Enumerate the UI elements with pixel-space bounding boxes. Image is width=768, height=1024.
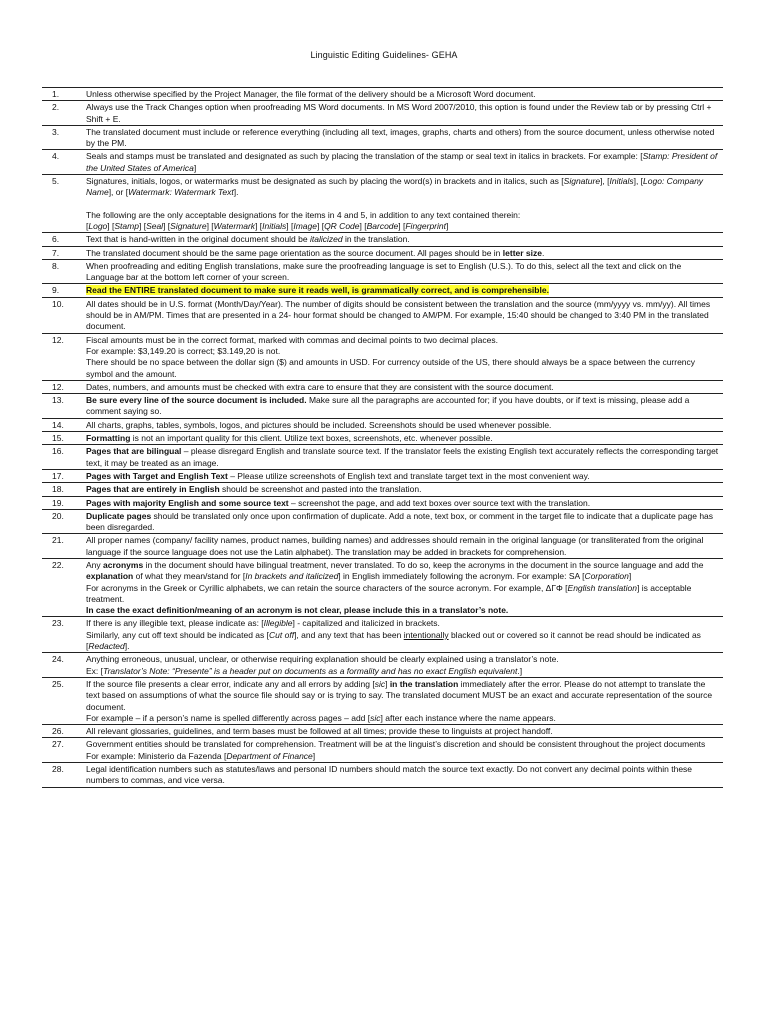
text-run: should be translated only once upon confirmation of duplicate. Add a note, text box, or comment in the target file to indicate that a duplicate page has been disregarded. (86, 510, 714, 533)
text-run: If there is any illegible text, please indicate as: [ (86, 618, 264, 629)
guideline-row (42, 88, 723, 101)
guideline-number: 1. (52, 89, 60, 99)
text-run: Pages with Target and English Text (86, 470, 228, 481)
text-run: Initials (609, 176, 634, 187)
guideline-row (42, 510, 723, 535)
guideline-text (86, 381, 723, 393)
guideline-number: 12. (52, 334, 64, 345)
guideline-number: 12. (52, 381, 64, 392)
text-run: All proper names (company/ facility names, product names, building names) and addresses should remain in the original language (or transliterated from the original language if the source language does not use the Latin alphabet). The translation may be added in brackets for comprehension. (86, 535, 704, 557)
text-run: Fingerprint (405, 220, 446, 231)
text-run: Government entities should be translated for comprehension. Treatment will be at the linguist’s discretion and should be consistent throughout the project documents (86, 739, 706, 750)
text-run: Legal identification numbers such as statutes/laws and personal ID numbers should match the source text exactly. Do not convert any decimal points within these numbers to commas, and vice versa. (86, 764, 693, 786)
guideline-text (86, 419, 723, 431)
guideline-row (42, 432, 723, 445)
guideline-row (42, 284, 723, 297)
guideline-text (86, 233, 723, 245)
guideline-number: 28. (52, 764, 64, 775)
guideline-row (42, 126, 723, 151)
text-run: The translated document should be the same page orientation as the source document. All pages should be in (86, 247, 503, 258)
guideline-row (42, 419, 723, 432)
text-run: – screenshot the page, and add text boxes over source text with the translation. (288, 497, 591, 508)
text-run: explanation (86, 571, 134, 582)
text-run: Watermark: Watermark Text (128, 187, 234, 198)
guideline-row (42, 260, 723, 285)
guideline-number: 10. (52, 298, 64, 309)
guideline-number: 23. (52, 618, 64, 629)
text-run: ] - capitalized and italicized in brackets. (292, 618, 440, 629)
text-run: acronyms (103, 559, 144, 570)
guideline-row (42, 175, 723, 233)
guideline-text (86, 445, 723, 469)
text-run: Fiscal amounts must be in the correct format, marked with commas and decimal points to two decimal places. (86, 334, 498, 345)
guideline-number: 7. (52, 247, 60, 258)
guideline-text (86, 534, 723, 558)
guideline-number: 2. (52, 102, 60, 113)
text-run: .] (517, 665, 523, 676)
guideline-row (42, 334, 723, 381)
guideline-text (86, 247, 723, 259)
guideline-row (42, 763, 723, 788)
text-run: [ (86, 220, 89, 231)
text-run: QR Code (324, 220, 360, 231)
guideline-number: 18. (52, 484, 64, 495)
text-run: ] [ (163, 220, 171, 231)
guideline-number: 3. (52, 126, 60, 137)
guideline-text (86, 763, 723, 787)
text-run: italicized (309, 234, 343, 245)
text-run: Illegible (263, 618, 293, 629)
guideline-text (86, 653, 723, 677)
text-run: Translator’s Note: “Presente” is a header put on documents as a formality and has no exact English equivalent (103, 665, 518, 676)
text-run: Unless otherwise specified by the Project Manager, the file format of the delivery should be a Microsoft Word document. (86, 89, 536, 99)
text-run: ] (312, 750, 316, 761)
guideline-row (42, 678, 723, 725)
guideline-number: 13. (52, 395, 64, 406)
guideline-number: 6. (52, 234, 60, 245)
guideline-number: 4. (52, 151, 60, 162)
guideline-number: 9. (52, 285, 60, 296)
guideline-row (42, 725, 723, 738)
text-run: In case the exact definition/meaning of an acronym is not clear, please include this in a translator’s note. (86, 605, 509, 616)
text-run: Dates, numbers, and amounts must be checked with extra care to ensure that they are consistent with the source document. (86, 381, 554, 392)
text-run: Seal (146, 220, 164, 231)
text-run: Be sure every line of the source document is included. (86, 395, 307, 406)
text-run: sic (374, 678, 386, 689)
text-run: letter size (502, 247, 542, 258)
text-run: For example: $3,149.20 is correct; $3.149,20 is not. (86, 345, 281, 356)
guideline-row (42, 381, 723, 394)
guideline-row (42, 738, 723, 763)
text-run: blacked out or covered so it cannot be read should be indicated as [ (86, 629, 701, 652)
text-run: If the source file presents a clear error, indicate any and all errors by adding [ (86, 678, 375, 689)
text-run: in the translation (389, 678, 459, 689)
text-run: English translation (567, 582, 637, 593)
text-run: ] [ (206, 220, 214, 231)
text-run: ] (628, 571, 632, 582)
text-run: All dates should be in U.S. format (Month/Day/Year). The number of digits should be consistent between the translation and the source (mm/yyyy vs. mm/yy). All times should be in AM/PM. Times that are presented in a 24- hour format should be changed to AM/PM. For example, 15:40 should be changed to 3:40 PM in the translated document. (86, 298, 711, 332)
guideline-row (42, 559, 723, 617)
text-run: immediately after the error. Please do not attempt to translate the text based on assumptions of what the source file should say or is trying to say. The translated document MUST be an exact and accurate representation of the source document. (86, 678, 713, 712)
guideline-text (86, 678, 723, 724)
text-run: Stamp (114, 220, 139, 231)
text-run: For example – if a person’s name is spelled differently across pages – add [ (86, 712, 371, 723)
text-run: in the translation. (342, 234, 410, 245)
guideline-text (86, 298, 723, 333)
text-run: ]. (233, 187, 239, 198)
guideline-text (86, 497, 723, 509)
text-run: For example: Ministerio da Fazenda [ (86, 750, 227, 761)
guideline-text (86, 617, 723, 652)
text-run: The translated document must include or reference everything (including all text, images, graphs, charts and others) from the source document, unless otherwise noted by the PM. (86, 126, 715, 149)
text-run: For acronyms in the Greek or Cyrillic alphabets, we can retain the source characters of the source acronym. For example, ΔΓΦ [ (86, 582, 568, 593)
guideline-number: 17. (52, 470, 64, 481)
guideline-row (42, 483, 723, 496)
guideline-row (42, 150, 723, 175)
guideline-number: 15. (52, 433, 64, 444)
guideline-number: 21. (52, 535, 64, 546)
text-run: When proofreading and editing English translations, make sure the proofreading language is set to English (U.S.). To do this, select all the text and click on the Language bar at the bottom left corner of your screen. (86, 260, 682, 283)
text-run: Signature (170, 220, 207, 231)
text-run: Formatting (86, 433, 131, 444)
guideline-text (86, 394, 723, 418)
text-run: Pages with majority English and some source text (86, 497, 289, 508)
guideline-row (42, 470, 723, 483)
text-run: Stamp: President of the United States of America (86, 151, 718, 173)
text-run: The following are the only acceptable designations for the items in 4 and 5, in addition to any text contained therein: (86, 209, 521, 220)
guideline-row (42, 534, 723, 559)
guideline-number: 25. (52, 678, 64, 689)
guideline-text (86, 284, 723, 296)
text-run: in the document should have bilingual treatment, never translated. To do so, keep the acronyms in the document in the source language and add the (143, 559, 704, 570)
guideline-row (42, 445, 723, 470)
guideline-text (86, 738, 723, 762)
guideline-text (86, 150, 723, 174)
text-run: of what they mean/stand for [ (133, 571, 246, 582)
guideline-row (42, 653, 723, 678)
text-run: In brackets and italicized (245, 571, 339, 582)
text-run: ] after each instance where the name appears. (380, 712, 556, 723)
text-run: Signatures, initials, logos, or watermarks must be designated as such by placing the word(s) in brackets and in italics, such as [ (86, 176, 564, 187)
guideline-row (42, 394, 723, 419)
text-run: sic (370, 712, 381, 723)
guideline-row (42, 247, 723, 260)
text-run: Text that is hand-written in the original document should be (86, 234, 310, 245)
text-run: Watermark (213, 220, 256, 231)
text-run: ] in English immediately following the acronym. For example: SA [ (338, 571, 585, 582)
text-run: Department of Finance (226, 750, 313, 761)
text-run: Ex: [ (86, 665, 104, 676)
guideline-text (86, 559, 723, 616)
text-run: ] (193, 162, 197, 173)
text-run: ] is acceptable treatment. (86, 582, 692, 604)
text-run: ] [ (107, 220, 115, 231)
text-run: Anything erroneous, unusual, unclear, or otherwise requiring explanation should be clearly explained using a translator’s note. (86, 654, 559, 665)
guideline-text (86, 126, 723, 150)
guideline-text (86, 334, 723, 380)
text-run: ], [ (633, 176, 644, 187)
text-run: ] [ (138, 220, 147, 231)
text-run: Make sure all the paragraphs are accounted for; if you have doubts, or if text is missing, please add a comment saying so. (86, 395, 690, 417)
guideline-text (86, 175, 723, 232)
document-title: Linguistic Editing Guidelines- GEHA (310, 50, 458, 60)
guideline-number: 24. (52, 654, 64, 665)
text-run: . (542, 247, 545, 258)
guideline-number: 19. (52, 497, 64, 508)
highlighted-text: Read the ENTIRE translated document to make sure it reads well, is grammatically correct, and is comprehensible. (86, 285, 549, 296)
guideline-text (86, 510, 723, 534)
guideline-number: 20. (52, 510, 64, 521)
guideline-number: 27. (52, 739, 64, 750)
text-run: Pages that are entirely in English (86, 484, 220, 495)
text-run: Duplicate pages (86, 510, 152, 521)
guideline-row (42, 233, 723, 246)
guideline-text (86, 432, 723, 444)
text-run: ]. (124, 641, 130, 652)
text-run: intentionally (403, 629, 449, 640)
guideline-text (86, 101, 723, 125)
text-run: ] [ (316, 220, 325, 231)
text-run: ], and any text that has been (294, 629, 404, 640)
text-run: ] (385, 678, 390, 689)
guideline-text (86, 483, 723, 495)
guideline-text (86, 470, 723, 482)
guideline-text (86, 88, 723, 100)
text-run: Barcode (366, 220, 399, 231)
guidelines-table (42, 87, 723, 788)
guideline-text (86, 725, 723, 737)
text-run: Initials (262, 220, 287, 231)
guideline-number: 16. (52, 446, 64, 457)
text-run: Similarly, any cut off text should be indicated as [ (86, 629, 270, 640)
text-run: Image (293, 220, 317, 231)
text-run: ] [ (286, 220, 294, 231)
text-run: Logo: Company Name (86, 176, 704, 198)
guideline-number: 5. (52, 176, 60, 187)
guideline-number: 22. (52, 559, 64, 570)
guideline-row (42, 617, 723, 653)
text-run: ] (446, 220, 449, 231)
guideline-number: 8. (52, 260, 60, 271)
text-run: Any (86, 559, 104, 570)
text-run: – please disregard English and translate source text. If the translator feels the existing English text accurately reflects the corresponding target text, it may be treated as an image. (86, 446, 719, 468)
text-run: Logo (88, 220, 108, 231)
text-run: should be screenshot and pasted into the translation. (219, 484, 422, 495)
text-run: ], [ (600, 176, 610, 187)
guideline-row (42, 298, 723, 334)
text-run: ] [ (359, 220, 367, 231)
text-run: is not an important quality for this client. Utilize text boxes, screenshots, etc. whenever possible. (130, 433, 493, 444)
text-run: Seals and stamps must be translated and designated as such by placing the translation of the stamp or seal text in italics in brackets. For example: [ (86, 151, 643, 162)
text-run: – Please utilize screenshots of English text and translate target text in the most convenient way. (227, 470, 590, 481)
text-run: Signature (563, 176, 601, 187)
guideline-number: 14. (52, 419, 64, 430)
text-run: ], or [ (108, 187, 129, 198)
text-run: Redacted (88, 641, 125, 652)
text-run: Always use the Track Changes option when proofreading MS Word documents. In MS Word 2007/2010, this option is found under the Review tab or by pressing Ctrl + Shift + E. (86, 102, 712, 124)
text-run: All relevant glossaries, guidelines, and term bases must be followed at all times; provide these to linguists at project handoff. (86, 726, 553, 737)
text-run: ] [ (398, 220, 406, 231)
text-run: Cut off (269, 629, 295, 640)
guideline-row (42, 497, 723, 510)
guideline-text (86, 260, 723, 284)
guideline-number: 26. (52, 726, 64, 737)
text-run: All charts, graphs, tables, symbols, logos, and pictures should be included. Screenshots should be used whenever possible. (86, 419, 552, 430)
guideline-row (42, 101, 723, 126)
text-run: Pages that are bilingual (86, 446, 182, 457)
text-run: ] [ (255, 220, 263, 231)
text-run: There should be no space between the dollar sign ($) and amounts in USD. For currency outside of the US, there should always be a space between the currency symbol and the amount. (86, 357, 696, 379)
text-run: Corporation (584, 571, 629, 582)
